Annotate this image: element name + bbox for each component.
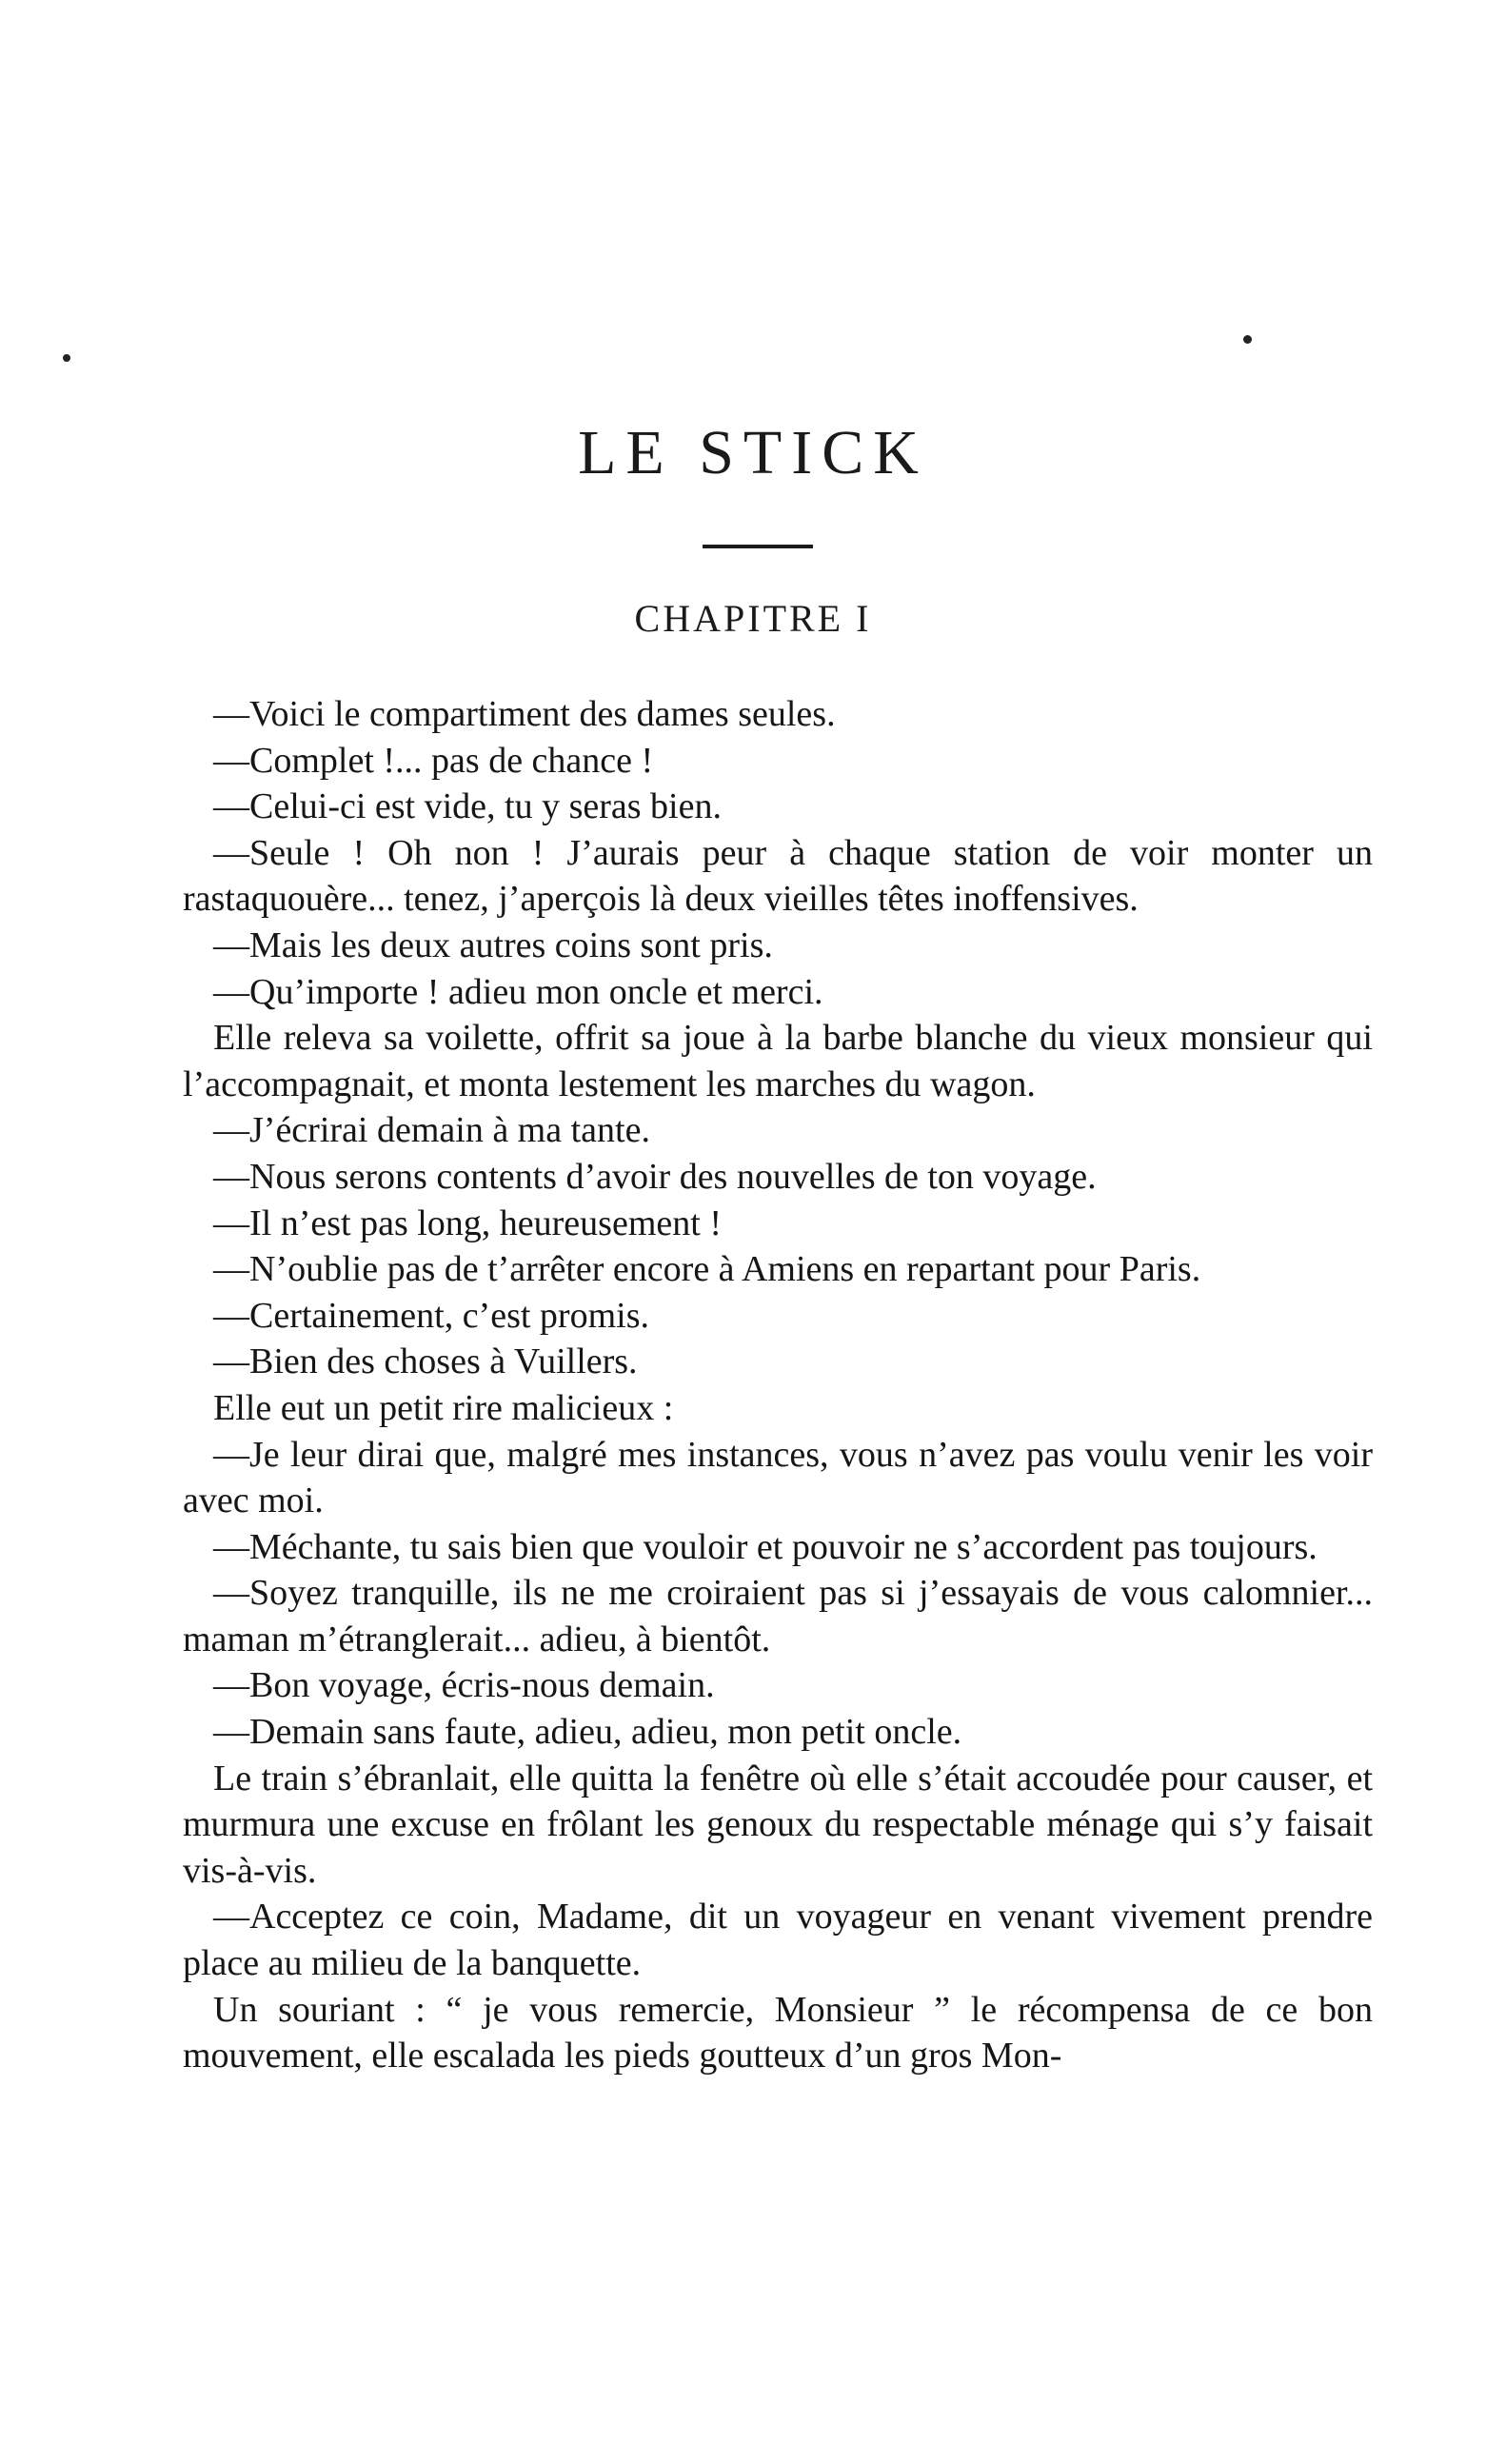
paragraph: —Je leur dirai que, malgré mes instances, vous n’avez pas voulu venir les voir avec moi. (183, 1434, 1373, 1521)
paragraph: —Seule ! Oh non ! J’aurais peur à chaque station de voir monter un rastaquouère... tenez, j’aperçois là deux vieilles têtes inoffensives. (183, 832, 1373, 920)
title-rule (703, 545, 813, 548)
body-text (183, 691, 1373, 2079)
paragraph: —J’écrirai demain à ma tante. (213, 1110, 650, 1151)
paragraph: —Nous serons contents d’avoir des nouvelles de ton voyage. (213, 1156, 1097, 1197)
paragraph: —Qu’importe ! adieu mon oncle et merci. (213, 971, 823, 1012)
ink-speck (63, 354, 70, 362)
paragraph: —Il n’est pas long, heureusement ! (213, 1202, 722, 1243)
paragraph: Un souriant : “ je vous remercie, Monsieur ” le récompensa de ce bon mouvement, elle escalada les pieds goutteux d’un gros Mon- (183, 1989, 1373, 2077)
paragraph: —Demain sans faute, adieu, adieu, mon petit oncle. (213, 1712, 962, 1753)
paragraph: —Certainement, c’est promis. (213, 1295, 649, 1336)
paragraph: —Mais les deux autres coins sont pris. (213, 924, 773, 965)
paragraph: Elle releva sa voilette, offrit sa joue à la barbe blanche du vieux monsieur qui l’accompagnait, et monta lestement les marches du wagon. (183, 1018, 1373, 1104)
paragraph: —N’oublie pas de t’arrêter encore à Amiens en repartant pour Paris. (213, 1249, 1201, 1290)
paragraph: —Méchante, tu sais bien que vouloir et pouvoir ne s’accordent pas toujours. (213, 1526, 1318, 1567)
page-title: LE STICK (578, 418, 928, 487)
paragraph: Le train s’ébranlait, elle quitta la fenêtre où elle s’était accoudée pour causer, et murmura une excuse en frôlant les genoux du respectable ménage qui s’y faisait vis-à-vis. (183, 1758, 1373, 1891)
paragraph: —Celui-ci est vide, tu y seras bien. (213, 786, 722, 827)
paragraph: —Complet !... pas de chance ! (213, 740, 654, 781)
ink-speck (1243, 335, 1252, 344)
paragraph: Elle eut un petit rire malicieux : (213, 1387, 674, 1428)
paragraph: —Bien des choses à Vuillers. (213, 1341, 638, 1382)
paragraph: —Voici le compartiment des dames seules. (213, 694, 836, 734)
paragraph: —Acceptez ce coin, Madame, dit un voyageur en venant vivement prendre place au milieu de la banquette. (183, 1897, 1373, 1984)
paragraph: —Bon voyage, écris-nous demain. (213, 1665, 715, 1706)
paragraph: —Soyez tranquille, ils ne me croiraient pas si j’essayais de vous calomnier... maman m’étranglerait... adieu, à bientôt. (183, 1573, 1373, 1659)
chapter-heading: CHAPITRE I (634, 597, 872, 640)
